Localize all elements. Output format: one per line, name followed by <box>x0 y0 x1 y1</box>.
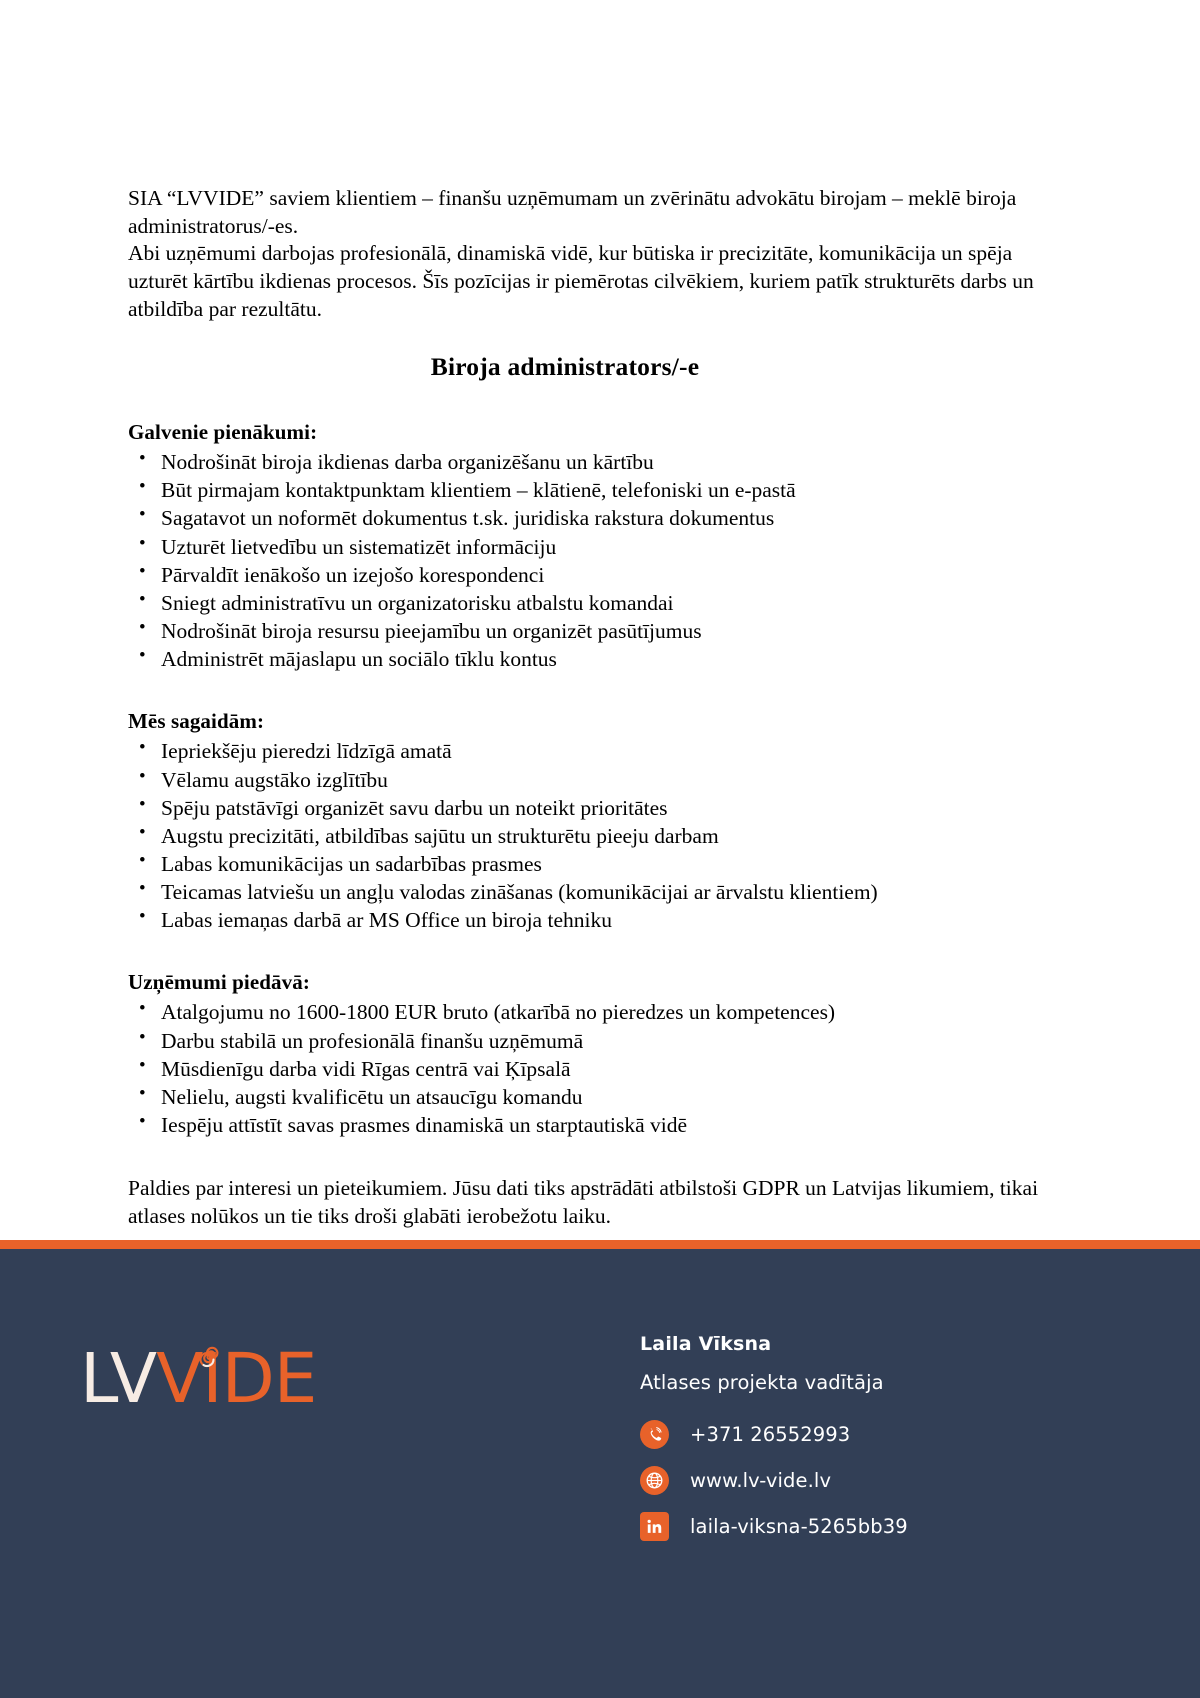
duties-list <box>128 448 1072 673</box>
list-item: • Pārvaldīt ienākošo un izejošo korespondenci <box>128 561 1072 589</box>
list-item: • Nodrošināt biroja resursu pieejamību un organizēt pasūtījumus <box>128 617 1072 645</box>
list-item: • Teicamas latviešu un angļu valodas zināšanas (komunikācijai ar ārvalstu klientiem) <box>128 878 1072 906</box>
phone-number: +371 26552993 <box>690 1423 851 1446</box>
list-item: • Būt pirmajam kontaktpunktam klientiem – klātienē, telefoniski un e-pastā <box>128 476 1072 504</box>
logo-text-vide: VIDE <box>156 1339 317 1419</box>
list-item: • Vēlamu augstāko izglītību <box>128 766 1072 794</box>
intro-paragraph-2: Abi uzņēmumi darbojas profesionālā, dinamiskā vidē, kur būtiska ir precizitāte, komunikācija un spēja uzturēt kārtību ikdienas procesos. Šīs pozīcijas ir piemērotas cilvēkiem, kuriem patīk strukturēts darbs un atbildība par rezultātu. <box>128 241 1034 321</box>
section-requirements <box>128 709 1072 934</box>
section-duties <box>128 420 1072 673</box>
list-item: • Uzturēt lietvedību un sistematizēt informāciju <box>128 533 1072 561</box>
list-item: • Mūsdienīgu darba vidi Rīgas centrā vai Ķīpsalā <box>128 1055 1072 1083</box>
contact-role: Atlases projekta vadītāja <box>640 1371 884 1394</box>
list-item: • Labas iemaņas darbā ar MS Office un biroja tehniku <box>128 906 1072 934</box>
company-logo <box>0 1249 640 1419</box>
list-item: • Iespēju attīstīt savas prasmes dinamiskā un starptautiskā vidē <box>128 1111 1072 1139</box>
logo-wordmark <box>80 1339 317 1419</box>
list-item: • Darbu stabilā un profesionālā finanšu uzņēmumā <box>128 1027 1072 1055</box>
section-heading: Mēs sagaidām: <box>128 709 265 734</box>
contact-website-row[interactable] <box>640 1466 908 1495</box>
list-item: • Labas komunikācijas un sadarbības prasmes <box>128 850 1072 878</box>
list-item: • Sniegt administratīvu un organizatorisku atbalstu komandai <box>128 589 1072 617</box>
list-item: • Administrēt mājaslapu un sociālo tīklu kontus <box>128 645 1072 673</box>
linkedin-handle: laila-viksna-5265bb39 <box>690 1515 908 1538</box>
list-item: • Iepriekšēju pieredzi līdzīgā amatā <box>128 737 1072 765</box>
contact-phone-row[interactable] <box>640 1420 908 1449</box>
linkedin-icon <box>640 1512 669 1541</box>
section-offers <box>128 970 1072 1139</box>
contact-linkedin-row[interactable] <box>640 1512 908 1541</box>
offers-list <box>128 998 1072 1139</box>
closing-block <box>128 1175 1072 1230</box>
list-item: • Atalgojumu no 1600-1800 EUR bruto (atkarībā no pieredzes un kompetences) <box>128 998 1072 1026</box>
list-item: • Nodrošināt biroja ikdienas darba organizēšanu un kārtību <box>128 448 1072 476</box>
intro-paragraph-1: SIA “LVVIDE” saviem klientiem – finanšu uzņēmumam un zvērinātu advokātu birojam – meklē biroja administratorus/-es. <box>128 186 1017 238</box>
list-item: • Sagatavot un noformēt dokumentus t.sk. juridiska rakstura dokumentus <box>128 504 1072 532</box>
phone-icon <box>640 1420 669 1449</box>
globe-icon <box>640 1466 669 1495</box>
page-title: Biroja administrators/-e <box>430 352 700 382</box>
footer <box>0 1240 1200 1698</box>
requirements-list <box>128 737 1072 934</box>
logo-text-lv: LV <box>80 1339 157 1419</box>
list-item: • Nelielu, augsti kvalificētu un atsaucīgu komandu <box>128 1083 1072 1111</box>
list-item: • Spēju patstāvīgi organizēt savu darbu un noteikt prioritātes <box>128 794 1072 822</box>
website-url: www.lv-vide.lv <box>690 1469 832 1492</box>
section-heading: Uzņēmumi piedāvā: <box>128 970 310 995</box>
section-heading: Galvenie pienākumi: <box>128 420 318 445</box>
list-item: • Augstu precizitāti, atbildības sajūtu un strukturētu pieeju darbam <box>128 822 1072 850</box>
gdpr-notice: Paldies par interesi un pieteikumiem. Jūsu dati tiks apstrādāti atbilstoši GDPR un Latvijas likumiem, tikai atlases nolūkos un tie tiks droši glabāti ierobežotu laiku. <box>128 1176 1039 1228</box>
spiral-icon <box>193 1316 221 1344</box>
contact-block <box>640 1249 908 1558</box>
intro-block <box>128 185 1072 323</box>
contact-name: Laila Vīksna <box>640 1333 772 1355</box>
